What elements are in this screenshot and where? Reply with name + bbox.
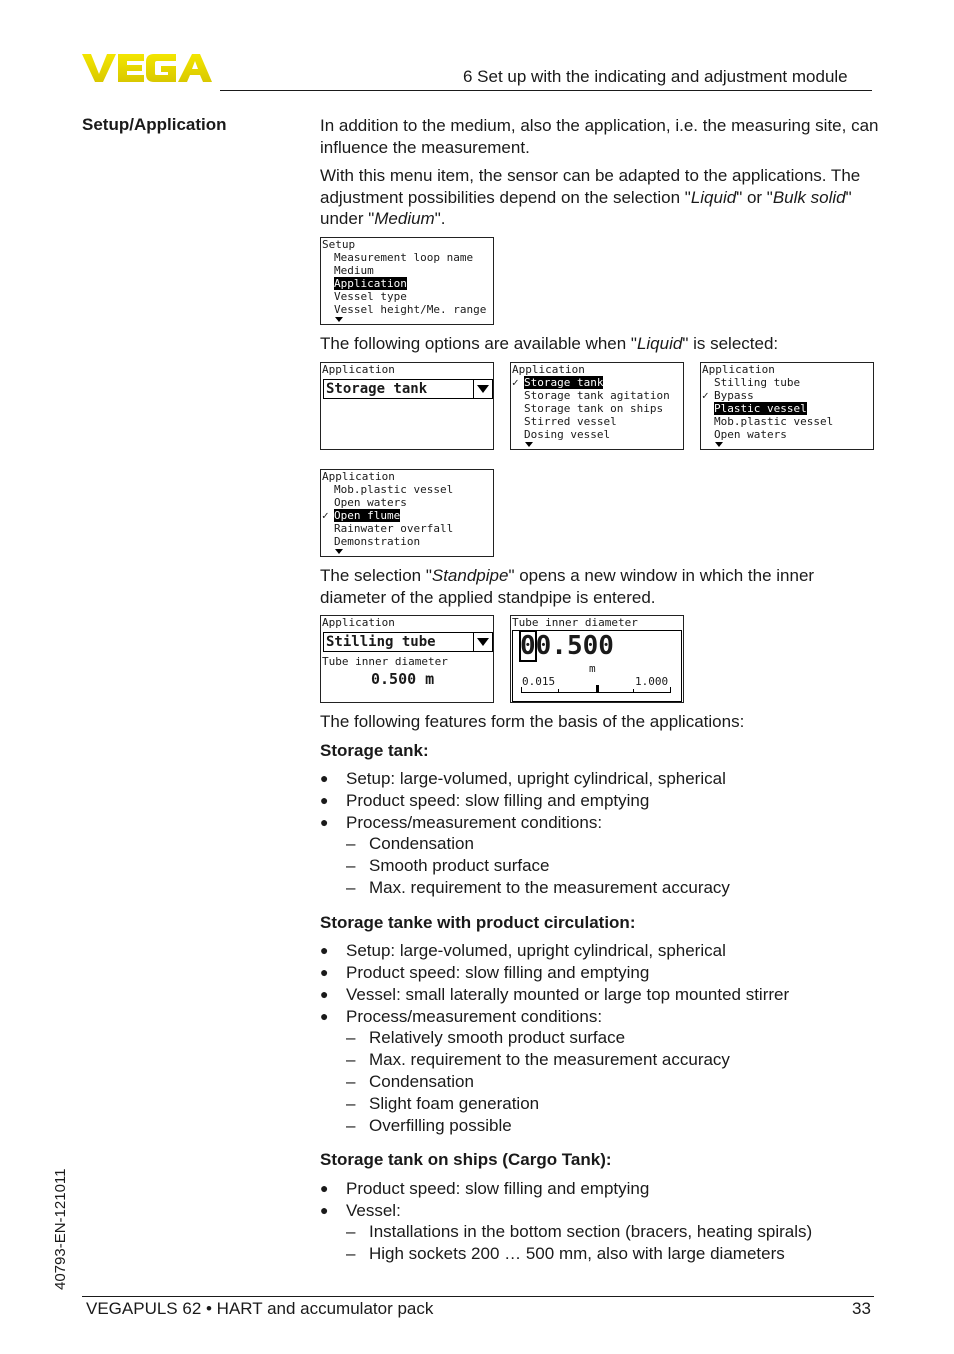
menu-item[interactable]: Demonstration (334, 535, 421, 548)
menu-item[interactable]: Rainwater overfall (334, 522, 454, 535)
vega-logo (82, 52, 212, 84)
check-icon: ✓ (512, 376, 519, 389)
menu-item-selected[interactable]: Application (334, 277, 407, 290)
menu-item[interactable]: Open waters (334, 496, 407, 509)
scale-max: 1.000 (635, 675, 669, 688)
check-icon: ✓ (702, 389, 709, 402)
display-title: Application (512, 363, 585, 376)
display-application-list-3 (320, 469, 494, 557)
bullet-icon: ● (320, 1008, 329, 1024)
scroll-down-icon (715, 442, 723, 447)
section-heading: Storage tank: (320, 741, 429, 760)
menu-item[interactable]: Stilling tube (714, 376, 801, 389)
menu-item[interactable]: Mob.plastic vessel (714, 415, 834, 428)
scroll-down-icon (335, 549, 343, 554)
menu-item[interactable]: Measurement loop name (334, 251, 474, 264)
section-heading: Storage tanke with product circulation: (320, 913, 636, 932)
display-application-dropdown (320, 362, 494, 450)
intro-paragraph-1: In addition to the medium, also the application, i.e. the measuring site, can influence the measurement. (320, 116, 879, 157)
display-title: Application (322, 363, 395, 376)
features-intro: The following features form the basis of the applications: (320, 712, 745, 731)
display-setup-menu (320, 237, 494, 325)
side-label: Setup/Application (82, 115, 227, 134)
display-title: Setup (322, 238, 356, 251)
bullet-icon: ● (320, 1202, 329, 1218)
application-select[interactable] (323, 379, 493, 399)
display-tube-inner-diameter (510, 615, 684, 703)
bullet-icon: ● (320, 792, 329, 808)
menu-item[interactable]: Bypass (714, 389, 754, 402)
menu-item[interactable]: Stirred vessel (524, 415, 617, 428)
menu-item[interactable]: Mob.plastic vessel (334, 483, 454, 496)
scale-tick (633, 689, 634, 693)
bullet-icon: ● (320, 942, 329, 958)
select-value: Stilling tube (326, 634, 436, 650)
section-heading: Storage tank on ships (Cargo Tank): (320, 1150, 612, 1169)
menu-item-selected[interactable]: Plastic vessel (714, 402, 807, 415)
select-value: Storage tank (326, 381, 428, 397)
bullet-icon: ● (320, 986, 329, 1002)
bullet-icon: ● (320, 770, 329, 786)
display-title: Application (322, 470, 395, 483)
liquid-options-intro: The following options are available when "Liquid" is selected: (320, 334, 779, 353)
footer-divider (82, 1296, 874, 1297)
dropdown-arrow-icon[interactable] (473, 380, 492, 398)
menu-item[interactable]: Dosing vessel (524, 428, 611, 441)
scroll-down-icon (335, 317, 343, 322)
unit-label: m (589, 662, 596, 675)
display-title: Application (322, 616, 395, 629)
menu-item-selected[interactable]: Open flume (334, 509, 401, 522)
display-title: Application (702, 363, 775, 376)
scroll-down-icon (525, 442, 533, 447)
diameter-reading[interactable]: 0.500 m (371, 670, 435, 688)
page-number: 33 (852, 1299, 871, 1318)
display-title: Tube inner diameter (512, 616, 638, 629)
menu-item[interactable]: Vessel height/Me. range (334, 303, 487, 316)
scale-marker[interactable] (596, 685, 599, 693)
dropdown-arrow-icon[interactable] (473, 633, 492, 651)
value-input[interactable] (520, 632, 614, 660)
menu-item[interactable]: Storage tank on ships (524, 402, 664, 415)
bullet-icon: ● (320, 814, 329, 830)
digit-cursor[interactable]: 0 (520, 631, 536, 661)
display-stilling-tube (320, 615, 494, 703)
menu-item-selected[interactable]: Storage tank (524, 376, 604, 389)
section-title: 6 Set up with the indicating and adjustment module (463, 67, 848, 86)
menu-item[interactable]: Vessel type (334, 290, 407, 303)
menu-item[interactable]: Storage tank agitation (524, 389, 670, 402)
menu-item[interactable]: Medium (334, 264, 374, 277)
scale-tick (558, 689, 559, 693)
menu-item[interactable]: Open waters (714, 428, 787, 441)
document-id: 40793-EN-121011 (52, 1168, 69, 1290)
scale-tick (521, 687, 522, 693)
check-icon: ✓ (322, 509, 329, 522)
application-select[interactable] (323, 632, 493, 652)
value-digits: 0.500 (535, 631, 614, 661)
scale-tick (670, 687, 671, 693)
display-application-list-1 (510, 362, 684, 450)
header-divider (220, 90, 872, 91)
display-application-list-2 (700, 362, 874, 450)
bullet-icon: ● (320, 964, 329, 980)
field-label: Tube inner diameter (322, 655, 448, 668)
intro-paragraph-2: With this menu item, the sensor can be adapted to the applications. The adjustment possibilities depend on the selection "Liquid" or "Bulk solid" under "Medium". (320, 166, 861, 228)
footer-product: VEGAPULS 62 • HART and accumulator pack (86, 1299, 434, 1318)
value-editor (512, 630, 682, 702)
bullet-icon: ● (320, 1180, 329, 1196)
scale-min: 0.015 (522, 675, 556, 688)
standpipe-paragraph: The selection "Standpipe" opens a new window in which the inner diameter of the applied standpipe is entered. (320, 566, 815, 607)
